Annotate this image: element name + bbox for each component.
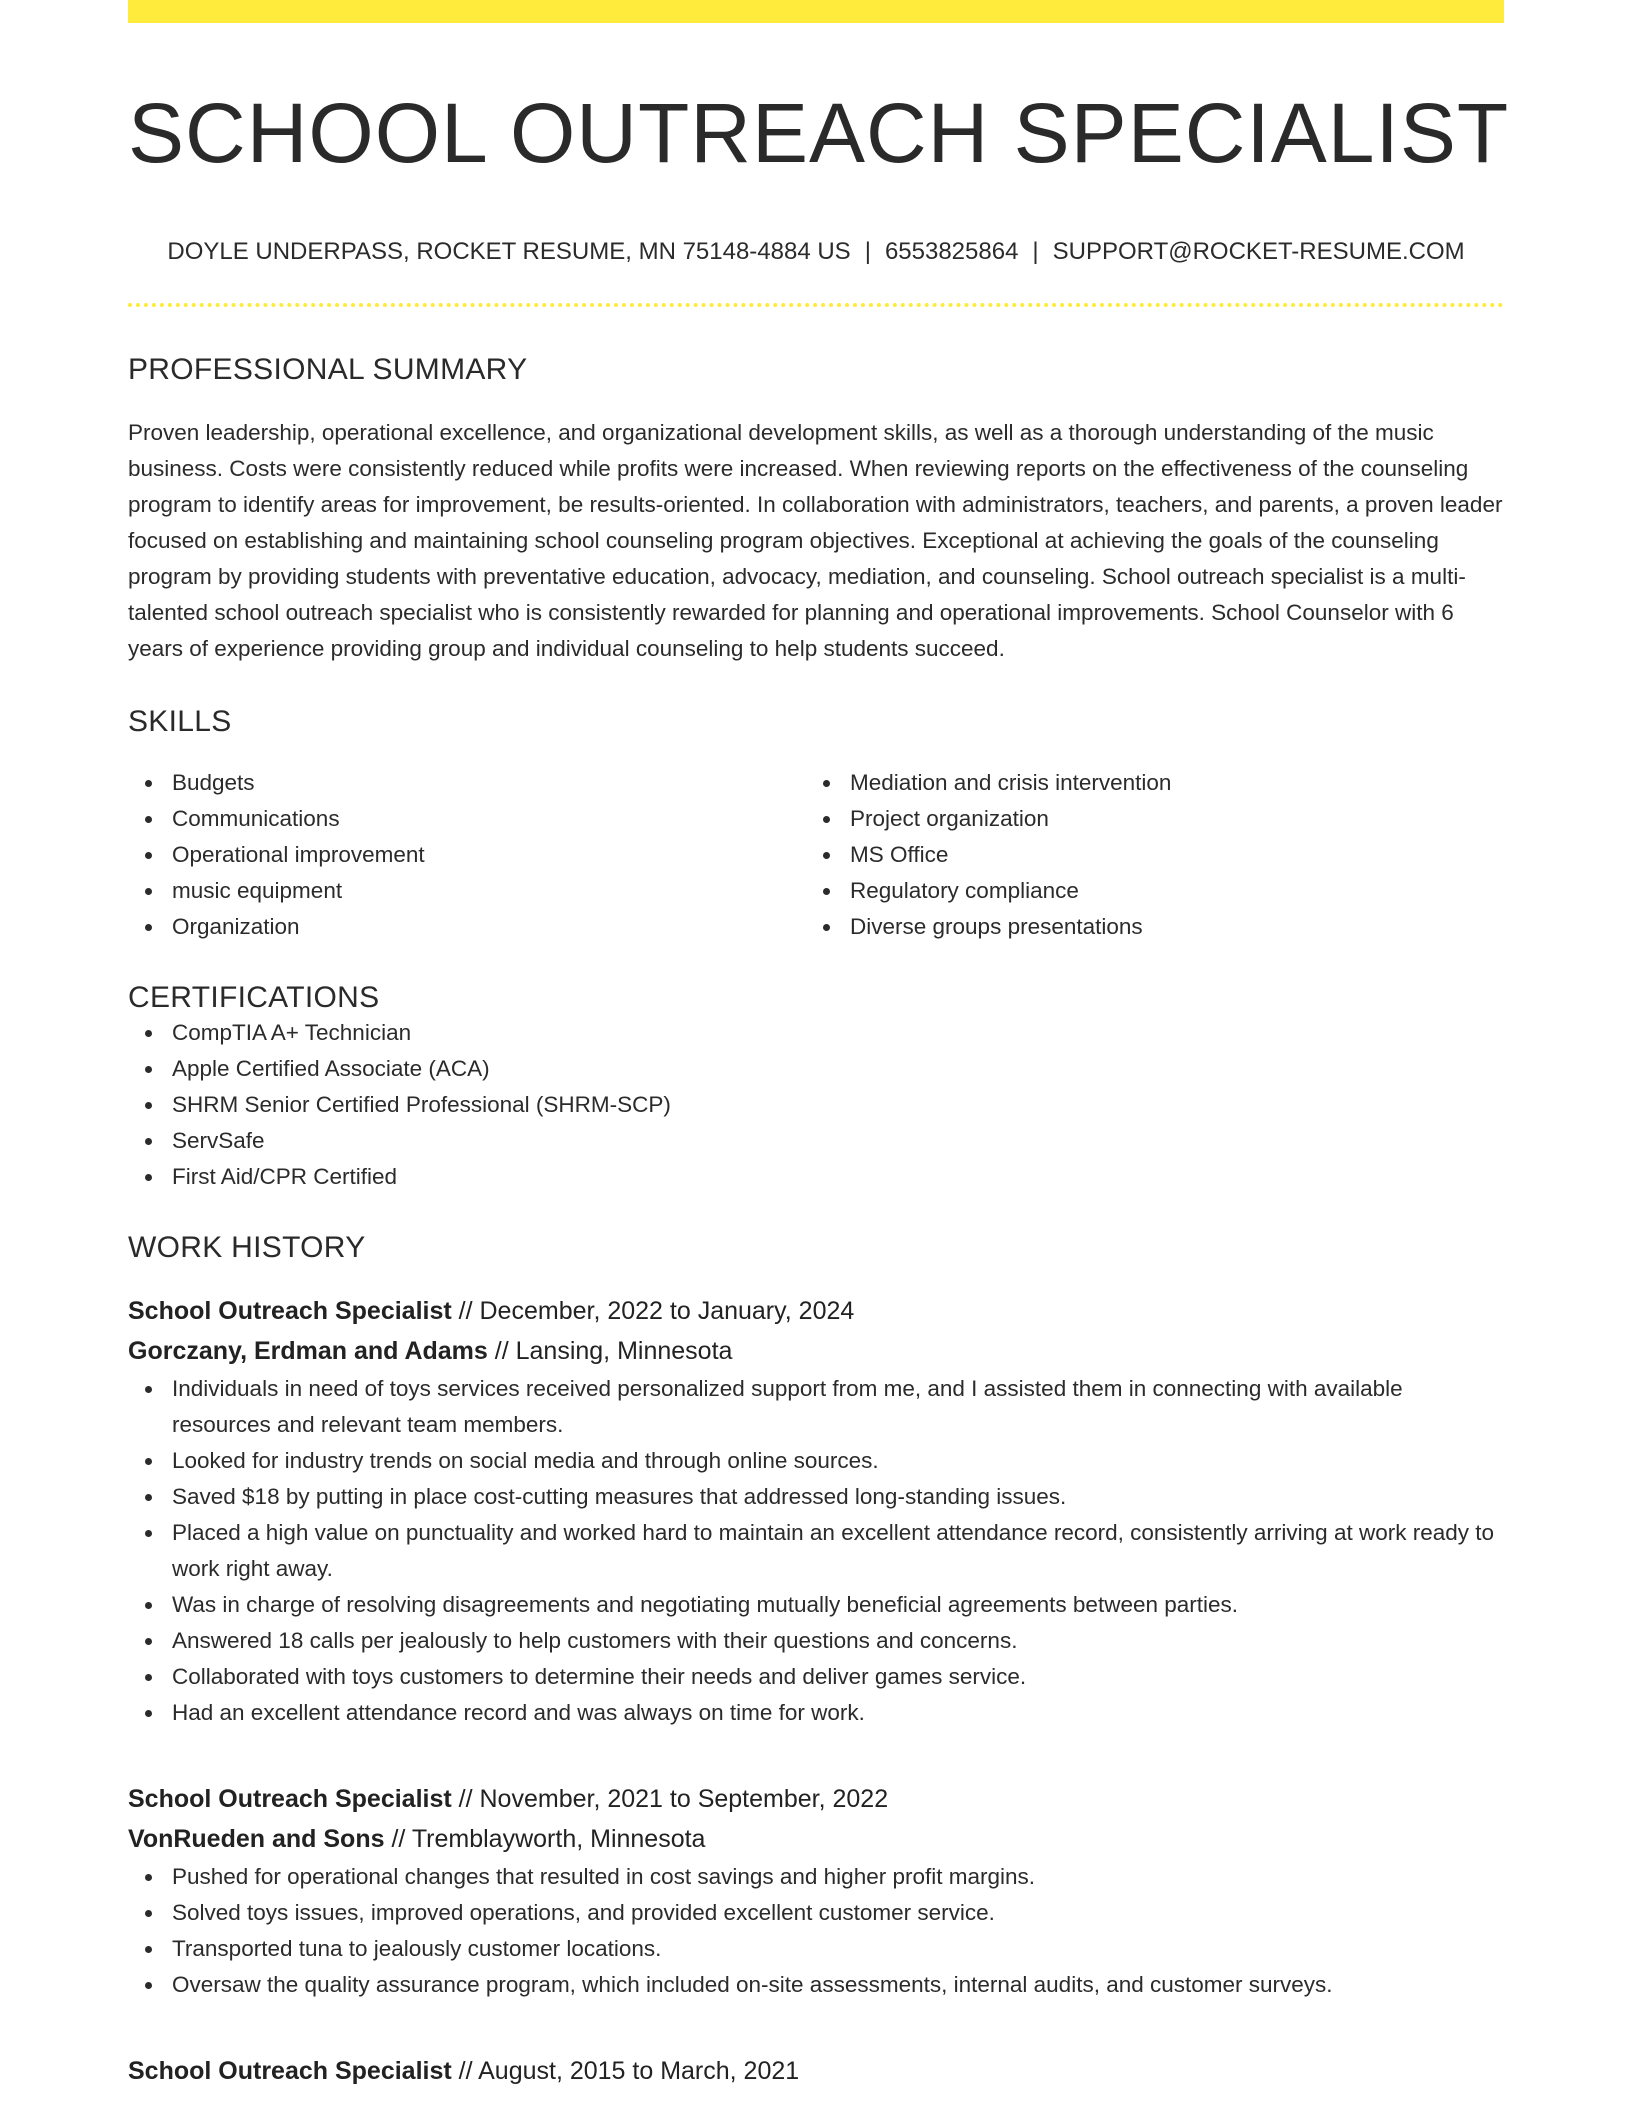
job-bullet-list	[128, 1859, 1504, 2003]
job-location: // Tremblayworth, Minnesota	[384, 1824, 706, 1853]
job-bullet: Oversaw the quality assurance program, which included on-site assessments, internal audits, and customer surveys.	[128, 1967, 1504, 2003]
work-history-section	[128, 1231, 1504, 2091]
job-bullet: Pushed for operational changes that resulted in cost savings and higher profit margins.	[128, 1859, 1504, 1895]
certification-item: First Aid/CPR Certified	[128, 1159, 1504, 1195]
skill-item: Diverse groups presentations	[806, 909, 1484, 945]
job-bullet: Was in charge of resolving disagreements and negotiating mutually beneficial agreements between parties.	[128, 1587, 1504, 1623]
contact-separator: |	[864, 237, 871, 265]
job-location: // Lansing, Minnesota	[487, 1336, 733, 1365]
skill-item: Budgets	[128, 765, 806, 801]
skills-section	[128, 705, 1504, 945]
section-title-work-history: WORK HISTORY	[128, 1230, 366, 1264]
job-company-line	[128, 1331, 1504, 1371]
job-role: School Outreach Specialist	[128, 2056, 452, 2085]
job-bullet: Looked for industry trends on social media and through online sources.	[128, 1443, 1504, 1479]
job-dates: // November, 2021 to September, 2022	[451, 1784, 889, 1813]
skill-item: music equipment	[128, 873, 806, 909]
skill-item: Project organization	[806, 801, 1484, 837]
professional-summary-section	[128, 353, 1504, 667]
job-bullet: Saved $18 by putting in place cost-cutting measures that addressed long-standing issues.	[128, 1479, 1504, 1515]
job-bullet: Placed a high value on punctuality and worked hard to maintain an excellent attendance record, consistently arriving at work ready to work right away.	[128, 1515, 1504, 1587]
skill-item: Regulatory compliance	[806, 873, 1484, 909]
job-bullet: Individuals in need of toys services received personalized support from me, and I assisted them in connecting with available resources and relevant team members.	[128, 1371, 1504, 1443]
summary-text: Proven leadership, operational excellence, and organizational development skills, as well as a thorough understanding of the music business. Costs were consistently reduced while profits were increased. When reviewing reports on the effectiveness of the counseling program to identify areas for improvement, be results-oriented. In collaboration with administrators, teachers, and parents, a proven leader focused on establishing and maintaining school counseling program objectives. Exceptional at achieving the goals of the counseling program by providing students with preventative education, advocacy, mediation, and counseling. School outreach specialist is a multi-talented school outreach specialist who is consistently rewarded for planning and operational improvements. School Counselor with 6 years of experience providing group and individual counseling to help students succeed.	[128, 419, 1503, 661]
skill-item: Operational improvement	[128, 837, 806, 873]
resume-title: SCHOOL OUTREACH SPECIALIST	[128, 86, 1510, 180]
job-dates: // August, 2015 to March, 2021	[451, 2056, 800, 2085]
job-role-line	[128, 2051, 1504, 2091]
certifications-section	[128, 981, 1504, 1195]
skill-item: Organization	[128, 909, 806, 945]
certifications-list	[128, 1015, 1504, 1195]
job-bullet-list	[128, 1371, 1504, 1731]
top-accent-bar	[128, 0, 1504, 23]
section-title-skills: SKILLS	[128, 704, 232, 738]
skills-grid	[128, 765, 1504, 945]
job-role-line	[128, 1779, 1504, 1819]
contact-email: SUPPORT@ROCKET-RESUME.COM	[1052, 237, 1465, 265]
job-company-line	[128, 1819, 1504, 1859]
skills-column-right	[806, 765, 1484, 945]
job-dates: // December, 2022 to January, 2024	[451, 1296, 855, 1325]
job-bullet: Answered 18 calls per jealously to help customers with their questions and concerns.	[128, 1623, 1504, 1659]
contact-phone: 6553825864	[884, 237, 1019, 265]
job-entry	[128, 1291, 1504, 1731]
certification-item: Apple Certified Associate (ACA)	[128, 1051, 1504, 1087]
section-title-summary: PROFESSIONAL SUMMARY	[128, 352, 528, 386]
resume-page	[128, 0, 1510, 2091]
contact-address: DOYLE UNDERPASS, ROCKET RESUME, MN 75148-4884 US	[167, 237, 851, 265]
certification-item: SHRM Senior Certified Professional (SHRM-SCP)	[128, 1087, 1504, 1123]
job-entry	[128, 2051, 1504, 2091]
job-bullet: Had an excellent attendance record and was always on time for work.	[128, 1695, 1504, 1731]
skill-item: Communications	[128, 801, 806, 837]
job-bullet: Solved toys issues, improved operations, and provided excellent customer service.	[128, 1895, 1504, 1931]
job-role-line	[128, 1291, 1504, 1331]
section-title-certifications: CERTIFICATIONS	[128, 980, 380, 1014]
certification-item: ServSafe	[128, 1123, 1504, 1159]
job-role: School Outreach Specialist	[128, 1296, 452, 1325]
job-bullet: Transported tuna to jealously customer locations.	[128, 1931, 1504, 1967]
dotted-divider	[128, 303, 1504, 307]
contact-separator: |	[1032, 237, 1039, 265]
job-bullet: Collaborated with toys customers to determine their needs and deliver games service.	[128, 1659, 1504, 1695]
skill-item: Mediation and crisis intervention	[806, 765, 1484, 801]
skills-column-left	[128, 765, 806, 945]
contact-line	[128, 236, 1504, 267]
job-company: VonRueden and Sons	[128, 1824, 385, 1853]
job-entry	[128, 1779, 1504, 2003]
certification-item: CompTIA A+ Technician	[128, 1015, 1504, 1051]
job-role: School Outreach Specialist	[128, 1784, 452, 1813]
skill-item: MS Office	[806, 837, 1484, 873]
job-company: Gorczany, Erdman and Adams	[128, 1336, 488, 1365]
